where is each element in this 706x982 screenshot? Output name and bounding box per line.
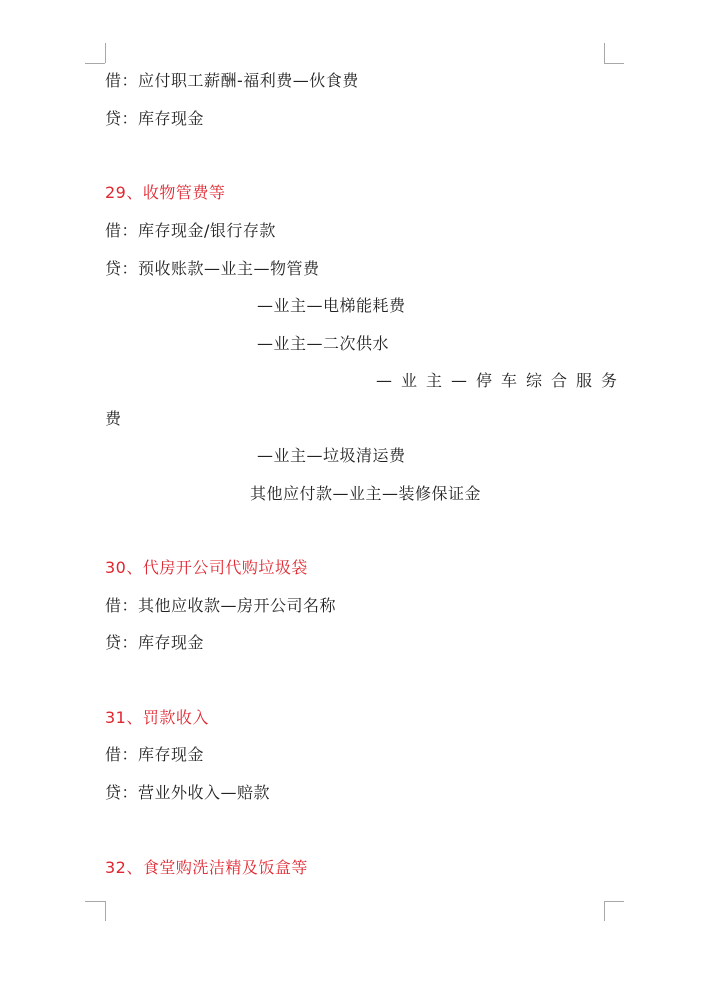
debit-line: 借：应付职工薪酬-福利费—伙食费 <box>105 71 359 90</box>
debit-line: 借：其他应收款—房开公司名称 <box>105 596 337 615</box>
sub-account-line-wrap: 费 <box>105 409 122 428</box>
sub-account-line: —业主—电梯能耗费 <box>257 296 406 315</box>
section-heading-31: 31、罚款收入 <box>105 708 209 727</box>
section-heading-32: 32、食堂购洗洁精及饭盒等 <box>105 858 308 877</box>
credit-line: 贷：营业外收入—赔款 <box>105 783 271 802</box>
crop-mark-bottom-right-h <box>604 901 624 902</box>
credit-line: 贷：预收账款—业主—物管费 <box>105 259 320 278</box>
section-heading-30: 30、代房开公司代购垃圾袋 <box>105 558 308 577</box>
crop-mark-bottom-left-h <box>85 901 105 902</box>
crop-mark-top-right-v <box>604 43 605 63</box>
sub-account-line: —业主—二次供水 <box>257 334 390 353</box>
crop-mark-top-left-v <box>105 43 106 63</box>
crop-mark-bottom-right-v <box>604 901 605 921</box>
debit-line: 借：库存现金/银行存款 <box>105 221 276 240</box>
debit-line: 借：库存现金 <box>105 745 205 764</box>
crop-mark-top-left-h <box>85 63 105 64</box>
credit-line: 贷：库存现金 <box>105 633 205 652</box>
credit-line: 贷：库存现金 <box>105 109 205 128</box>
sub-account-line: 其他应付款—业主—装修保证金 <box>250 484 482 503</box>
crop-mark-top-right-h <box>604 63 624 64</box>
sub-account-line: —业主—垃圾清运费 <box>257 446 406 465</box>
section-heading-29: 29、收物管费等 <box>105 183 226 202</box>
sub-account-line: —业主—停车综合服务 <box>376 371 627 390</box>
crop-mark-bottom-left-v <box>105 901 106 921</box>
